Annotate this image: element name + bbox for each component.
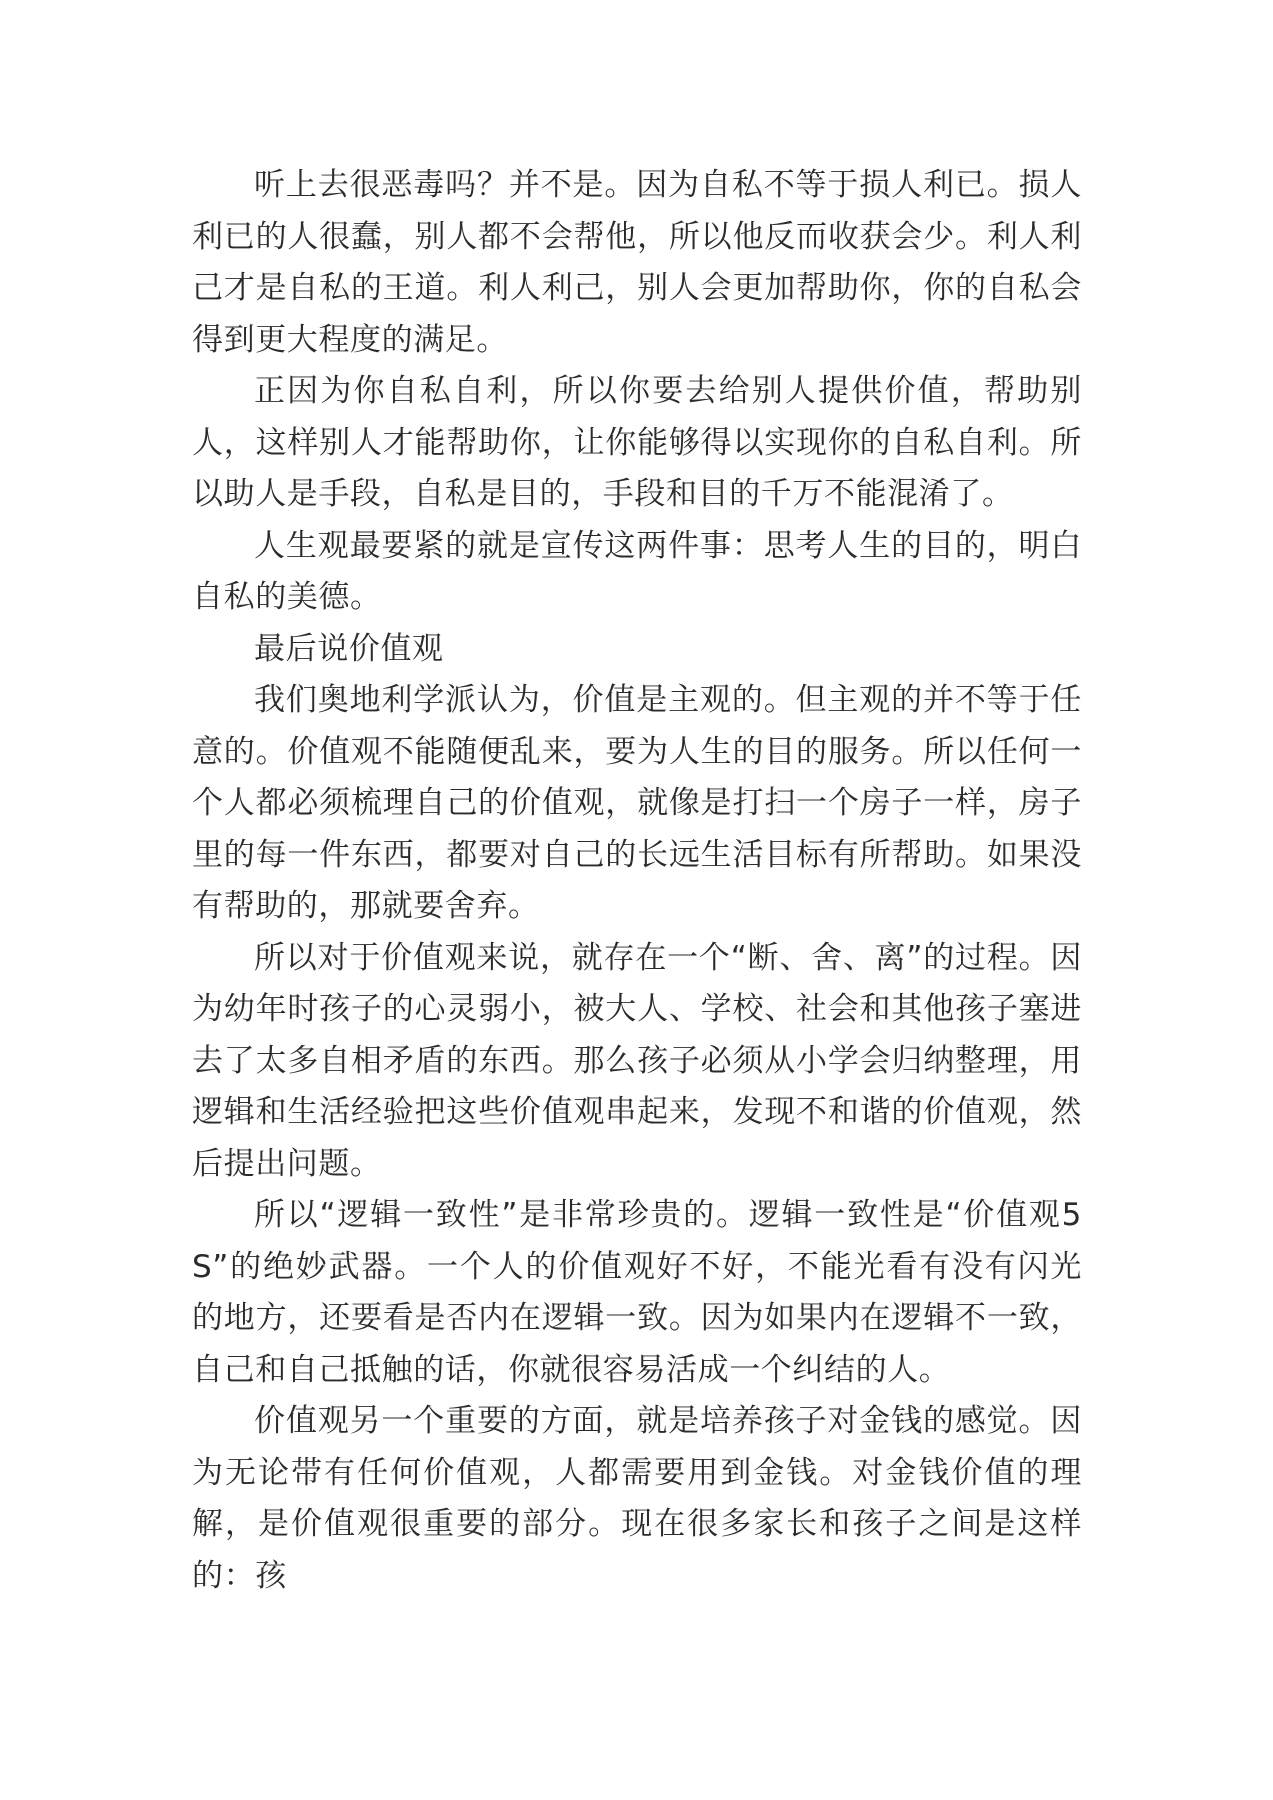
paragraph-7: 所以“逻辑一致性”是非常珍贵的。逻辑一致性是“价值观5S”的绝妙武器。一个人的价值观好不好，不能光看有没有闪光的地方，还要看是否内在逻辑一致。因为如果内在逻辑不一致，自己和自己抵触的话，你就很容易活成一个纠结的人。 xyxy=(192,1197,1082,1388)
paragraph-5: 我们奥地利学派认为，价值是主观的。但主观的并不等于任意的。价值观不能随便乱来，要为人生的目的服务。所以任何一个人都必须梳理自己的价值观，就像是打扫一个房子一样，房子里的每一件东西，都要对自己的长远生活目标有所帮助。如果没有帮助的，那就要舍弃。 xyxy=(192,682,1082,924)
paragraph-6: 所以对于价值观来说，就存在一个“断、舍、离”的过程。因为幼年时孩子的心灵弱小，被大人、学校、社会和其他孩子塞进去了太多自相矛盾的东西。那么孩子必须从小学会归纳整理，用逻辑和生活经验把这些价值观串起来，发现不和谐的价值观，然后提出问题。 xyxy=(192,939,1082,1182)
section-heading-values: 最后说价值观 xyxy=(254,630,444,667)
paragraph-8: 价值观另一个重要的方面，就是培养孩子对金钱的感觉。因为无论带有任何价值观，人都需要用到金钱。对金钱价值的理解，是价值观很重要的部分。现在很多家长和孩子之间是这样的：孩 xyxy=(192,1403,1082,1594)
paragraph-3: 人生观最要紧的就是宣传这两件事：思考人生的目的，明白自私的美德。 xyxy=(192,527,1082,615)
body-text xyxy=(192,160,1082,1602)
paragraph-2: 正因为你自私自利，所以你要去给别人提供价值，帮助别人，这样别人才能帮助你，让你能够得以实现你的自私自利。所以助人是手段，自私是目的，手段和目的千万不能混淆了。 xyxy=(192,373,1082,512)
paragraph-1: 听上去很恶毒吗？并不是。因为自私不等于损人利已。损人利已的人很蠢，别人都不会帮他，所以他反而收获会少。利人利己才是自私的王道。利人利己，别人会更加帮助你，你的自私会得到更大程度的满足。 xyxy=(192,167,1082,358)
